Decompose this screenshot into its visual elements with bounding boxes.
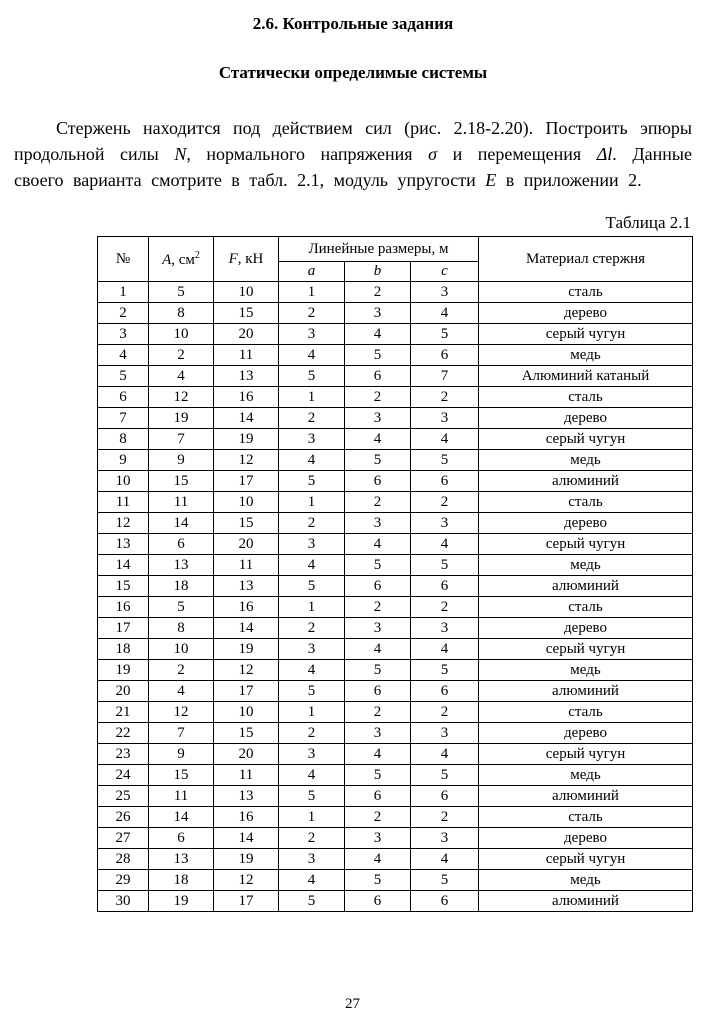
subsection-title: Статически определимые системы — [218, 63, 488, 82]
cell-dim-c: 3 — [411, 618, 479, 639]
header-force — [214, 237, 279, 282]
cell-material: дерево — [479, 513, 693, 534]
table-row — [98, 744, 693, 765]
cell-dim-a: 5 — [279, 471, 345, 492]
cell-dim-c: 6 — [411, 681, 479, 702]
cell-variant-number: 21 — [98, 702, 149, 723]
table-row — [98, 807, 693, 828]
table-row — [98, 471, 693, 492]
cell-area: 19 — [149, 891, 214, 912]
cell-dim-c: 5 — [411, 450, 479, 471]
cell-material: дерево — [479, 828, 693, 849]
cell-material: алюминий — [479, 786, 693, 807]
cell-dim-c: 5 — [411, 555, 479, 576]
header-material: Материал стержня — [479, 237, 693, 282]
cell-dim-c: 3 — [411, 723, 479, 744]
cell-force: 10 — [214, 492, 279, 513]
cell-dim-c: 4 — [411, 744, 479, 765]
cell-dim-c: 3 — [411, 282, 479, 303]
cell-material: медь — [479, 870, 693, 891]
cell-dim-a: 2 — [279, 303, 345, 324]
cell-dim-a: 3 — [279, 639, 345, 660]
table-row — [98, 450, 693, 471]
cell-dim-a: 2 — [279, 513, 345, 534]
cell-variant-number: 17 — [98, 618, 149, 639]
cell-dim-c: 6 — [411, 576, 479, 597]
cell-dim-a: 2 — [279, 828, 345, 849]
cell-material: дерево — [479, 408, 693, 429]
cell-dim-a: 1 — [279, 702, 345, 723]
cell-dim-c: 5 — [411, 870, 479, 891]
cell-dim-b: 5 — [345, 660, 411, 681]
variable-N: N — [174, 144, 187, 164]
cell-force: 11 — [214, 555, 279, 576]
cell-force: 15 — [214, 513, 279, 534]
cell-dim-b: 6 — [345, 471, 411, 492]
cell-dim-b: 3 — [345, 408, 411, 429]
cell-dim-c: 2 — [411, 597, 479, 618]
cell-area: 15 — [149, 765, 214, 786]
cell-area: 2 — [149, 345, 214, 366]
header-area-unit: , см — [171, 251, 195, 268]
cell-dim-a: 1 — [279, 387, 345, 408]
cell-force: 10 — [214, 702, 279, 723]
cell-dim-b: 4 — [345, 639, 411, 660]
cell-dim-b: 4 — [345, 849, 411, 870]
variable-sigma: σ — [428, 144, 437, 164]
cell-variant-number: 22 — [98, 723, 149, 744]
table-row — [98, 534, 693, 555]
cell-material: Алюминий катаный — [479, 366, 693, 387]
cell-dim-b: 3 — [345, 828, 411, 849]
header-area — [149, 237, 214, 282]
cell-dim-b: 4 — [345, 324, 411, 345]
cell-force: 20 — [214, 744, 279, 765]
cell-dim-b: 6 — [345, 576, 411, 597]
cell-dim-b: 2 — [345, 597, 411, 618]
cell-dim-b: 3 — [345, 303, 411, 324]
cell-material: дерево — [479, 303, 693, 324]
header-dim-c: c — [411, 262, 479, 282]
cell-variant-number: 1 — [98, 282, 149, 303]
cell-dim-a: 5 — [279, 576, 345, 597]
cell-material: медь — [479, 765, 693, 786]
cell-dim-c: 6 — [411, 786, 479, 807]
cell-variant-number: 4 — [98, 345, 149, 366]
cell-dim-c: 2 — [411, 807, 479, 828]
cell-variant-number: 15 — [98, 576, 149, 597]
table-row — [98, 639, 693, 660]
variable-delta-l: Δl — [596, 144, 613, 164]
cell-dim-a: 1 — [279, 282, 345, 303]
cell-dim-c: 4 — [411, 849, 479, 870]
cell-dim-c: 5 — [411, 765, 479, 786]
cell-variant-number: 13 — [98, 534, 149, 555]
cell-material: алюминий — [479, 471, 693, 492]
table-row — [98, 408, 693, 429]
cell-variant-number: 12 — [98, 513, 149, 534]
page-number-value: 27 — [345, 996, 360, 1012]
cell-dim-b: 3 — [345, 513, 411, 534]
table-header-row-main — [98, 237, 693, 262]
cell-variant-number: 5 — [98, 366, 149, 387]
table-row — [98, 555, 693, 576]
cell-force: 12 — [214, 660, 279, 681]
cell-material: серый чугун — [479, 639, 693, 660]
cell-area: 14 — [149, 807, 214, 828]
cell-dim-a: 4 — [279, 555, 345, 576]
cell-variant-number: 10 — [98, 471, 149, 492]
cell-variant-number: 30 — [98, 891, 149, 912]
cell-dim-c: 2 — [411, 492, 479, 513]
cell-variant-number: 20 — [98, 681, 149, 702]
cell-dim-b: 2 — [345, 492, 411, 513]
cell-variant-number: 2 — [98, 303, 149, 324]
cell-area: 8 — [149, 303, 214, 324]
cell-material: алюминий — [479, 576, 693, 597]
cell-material: алюминий — [479, 891, 693, 912]
cell-dim-c: 2 — [411, 387, 479, 408]
cell-area: 2 — [149, 660, 214, 681]
cell-force: 15 — [214, 303, 279, 324]
header-force-variable: F — [228, 250, 238, 267]
cell-dim-a: 4 — [279, 870, 345, 891]
cell-area: 7 — [149, 723, 214, 744]
cell-area: 4 — [149, 366, 214, 387]
paragraph-segment: . Данные своего варианта смотрите в табл. 2.1, модуль упругости — [14, 144, 692, 190]
cell-variant-number: 29 — [98, 870, 149, 891]
cell-dim-b: 2 — [345, 282, 411, 303]
cell-area: 4 — [149, 681, 214, 702]
cell-dim-c: 3 — [411, 513, 479, 534]
cell-area: 15 — [149, 471, 214, 492]
cell-force: 20 — [214, 534, 279, 555]
cell-area: 5 — [149, 597, 214, 618]
cell-force: 15 — [214, 723, 279, 744]
cell-force: 14 — [214, 408, 279, 429]
cell-material: сталь — [479, 597, 693, 618]
table-row — [98, 492, 693, 513]
cell-area: 18 — [149, 576, 214, 597]
cell-force: 20 — [214, 324, 279, 345]
cell-dim-c: 3 — [411, 828, 479, 849]
cell-dim-a: 3 — [279, 534, 345, 555]
cell-dim-b: 5 — [345, 555, 411, 576]
cell-dim-c: 5 — [411, 660, 479, 681]
cell-variant-number: 6 — [98, 387, 149, 408]
cell-variant-number: 18 — [98, 639, 149, 660]
cell-variant-number: 3 — [98, 324, 149, 345]
cell-dim-a: 3 — [279, 744, 345, 765]
cell-dim-a: 2 — [279, 618, 345, 639]
cell-variant-number: 8 — [98, 429, 149, 450]
cell-area: 6 — [149, 828, 214, 849]
page-number — [345, 995, 360, 1012]
cell-material: серый чугун — [479, 534, 693, 555]
cell-area: 12 — [149, 702, 214, 723]
cell-dim-c: 6 — [411, 345, 479, 366]
cell-force: 14 — [214, 618, 279, 639]
cell-dim-b: 5 — [345, 345, 411, 366]
cell-area: 18 — [149, 870, 214, 891]
cell-dim-a: 5 — [279, 891, 345, 912]
cell-dim-a: 1 — [279, 597, 345, 618]
cell-material: медь — [479, 660, 693, 681]
cell-area: 13 — [149, 849, 214, 870]
cell-dim-c: 5 — [411, 324, 479, 345]
table-row — [98, 870, 693, 891]
cell-variant-number: 11 — [98, 492, 149, 513]
cell-dim-a: 3 — [279, 429, 345, 450]
table-row — [98, 513, 693, 534]
header-force-unit: , кН — [237, 250, 264, 267]
cell-dim-a: 1 — [279, 807, 345, 828]
header-area-variable: A — [162, 251, 172, 268]
cell-material: серый чугун — [479, 744, 693, 765]
cell-dim-a: 5 — [279, 681, 345, 702]
table-row — [98, 660, 693, 681]
table-row — [98, 681, 693, 702]
cell-area: 13 — [149, 555, 214, 576]
cell-force: 17 — [214, 681, 279, 702]
cell-area: 9 — [149, 450, 214, 471]
cell-area: 6 — [149, 534, 214, 555]
paragraph-segment: Стержень находится под действием сил (рис. 2.18-2.20). Построить эпюры продольной силы — [14, 118, 692, 164]
cell-dim-c: 4 — [411, 534, 479, 555]
paragraph-segment: в приложении 2. — [496, 170, 642, 190]
cell-variant-number: 27 — [98, 828, 149, 849]
cell-area: 5 — [149, 282, 214, 303]
cell-area: 8 — [149, 618, 214, 639]
variable-E: E — [485, 170, 497, 190]
table-row — [98, 282, 693, 303]
table-row — [98, 891, 693, 912]
table-row — [98, 786, 693, 807]
cell-material: серый чугун — [479, 429, 693, 450]
table-row — [98, 765, 693, 786]
cell-variant-number: 28 — [98, 849, 149, 870]
cell-variant-number: 7 — [98, 408, 149, 429]
cell-force: 13 — [214, 366, 279, 387]
table-row — [98, 849, 693, 870]
cell-dim-b: 5 — [345, 765, 411, 786]
cell-dim-b: 6 — [345, 786, 411, 807]
cell-area: 12 — [149, 387, 214, 408]
section-title: 2.6. Контрольные задания — [252, 14, 454, 33]
cell-force: 16 — [214, 387, 279, 408]
cell-dim-b: 4 — [345, 429, 411, 450]
header-variant-number: № — [98, 237, 149, 282]
cell-dim-a: 5 — [279, 786, 345, 807]
cell-material: дерево — [479, 723, 693, 744]
cell-dim-a: 2 — [279, 408, 345, 429]
table-row — [98, 828, 693, 849]
cell-area: 7 — [149, 429, 214, 450]
table-row — [98, 387, 693, 408]
variants-table — [97, 236, 693, 912]
table-header — [98, 237, 693, 282]
table-row — [98, 702, 693, 723]
cell-material: сталь — [479, 807, 693, 828]
cell-dim-c: 4 — [411, 639, 479, 660]
cell-variant-number: 16 — [98, 597, 149, 618]
cell-dim-c: 4 — [411, 429, 479, 450]
cell-force: 19 — [214, 429, 279, 450]
cell-dim-b: 2 — [345, 702, 411, 723]
cell-variant-number: 19 — [98, 660, 149, 681]
cell-dim-a: 1 — [279, 492, 345, 513]
cell-area: 10 — [149, 639, 214, 660]
cell-material: медь — [479, 450, 693, 471]
intro-paragraph — [14, 115, 692, 193]
cell-variant-number: 26 — [98, 807, 149, 828]
cell-material: сталь — [479, 282, 693, 303]
cell-dim-c: 2 — [411, 702, 479, 723]
cell-force: 17 — [214, 471, 279, 492]
cell-dim-c: 6 — [411, 891, 479, 912]
cell-force: 16 — [214, 597, 279, 618]
header-area-superscript: 2 — [194, 249, 200, 261]
cell-material: серый чугун — [479, 849, 693, 870]
cell-dim-c: 7 — [411, 366, 479, 387]
cell-force: 11 — [214, 765, 279, 786]
cell-force: 17 — [214, 891, 279, 912]
table-row — [98, 597, 693, 618]
cell-dim-a: 2 — [279, 723, 345, 744]
cell-dim-b: 5 — [345, 450, 411, 471]
cell-dim-b: 6 — [345, 681, 411, 702]
cell-material: сталь — [479, 387, 693, 408]
table-row — [98, 324, 693, 345]
cell-force: 13 — [214, 576, 279, 597]
cell-dim-b: 3 — [345, 723, 411, 744]
cell-dim-c: 4 — [411, 303, 479, 324]
cell-dim-b: 2 — [345, 387, 411, 408]
cell-force: 12 — [214, 870, 279, 891]
cell-dim-b: 4 — [345, 744, 411, 765]
cell-material: алюминий — [479, 681, 693, 702]
cell-area: 9 — [149, 744, 214, 765]
table-row — [98, 429, 693, 450]
cell-dim-a: 3 — [279, 324, 345, 345]
cell-material: серый чугун — [479, 324, 693, 345]
cell-dim-b: 2 — [345, 807, 411, 828]
cell-force: 10 — [214, 282, 279, 303]
cell-variant-number: 14 — [98, 555, 149, 576]
cell-force: 11 — [214, 345, 279, 366]
cell-force: 16 — [214, 807, 279, 828]
header-dim-a: a — [279, 262, 345, 282]
header-dim-b: b — [345, 262, 411, 282]
cell-area: 19 — [149, 408, 214, 429]
paragraph-segment: , нормального напряжения — [186, 144, 429, 164]
cell-dim-a: 5 — [279, 366, 345, 387]
cell-material: медь — [479, 555, 693, 576]
cell-material: сталь — [479, 492, 693, 513]
cell-material: сталь — [479, 702, 693, 723]
cell-dim-a: 3 — [279, 849, 345, 870]
cell-dim-b: 5 — [345, 870, 411, 891]
cell-dim-b: 6 — [345, 891, 411, 912]
cell-dim-c: 3 — [411, 408, 479, 429]
cell-dim-b: 3 — [345, 618, 411, 639]
cell-dim-b: 4 — [345, 534, 411, 555]
header-linear-dimensions: Линейные размеры, м — [279, 237, 479, 262]
cell-dim-a: 4 — [279, 450, 345, 471]
table-row — [98, 576, 693, 597]
cell-variant-number: 9 — [98, 450, 149, 471]
cell-dim-c: 6 — [411, 471, 479, 492]
table-body — [98, 282, 693, 912]
cell-material: дерево — [479, 618, 693, 639]
cell-dim-b: 6 — [345, 366, 411, 387]
table-row — [98, 618, 693, 639]
cell-force: 13 — [214, 786, 279, 807]
table-row — [98, 366, 693, 387]
cell-material: медь — [479, 345, 693, 366]
cell-force: 14 — [214, 828, 279, 849]
table-row — [98, 303, 693, 324]
table-caption: Таблица 2.1 — [605, 213, 691, 232]
cell-area: 11 — [149, 786, 214, 807]
cell-dim-a: 4 — [279, 765, 345, 786]
cell-dim-a: 4 — [279, 660, 345, 681]
cell-variant-number: 23 — [98, 744, 149, 765]
cell-dim-a: 4 — [279, 345, 345, 366]
cell-area: 10 — [149, 324, 214, 345]
cell-force: 12 — [214, 450, 279, 471]
paragraph-segment: и перемещения — [437, 144, 597, 164]
table-row — [98, 723, 693, 744]
cell-variant-number: 25 — [98, 786, 149, 807]
cell-variant-number: 24 — [98, 765, 149, 786]
cell-area: 14 — [149, 513, 214, 534]
cell-force: 19 — [214, 639, 279, 660]
cell-force: 19 — [214, 849, 279, 870]
table-row — [98, 345, 693, 366]
cell-area: 11 — [149, 492, 214, 513]
